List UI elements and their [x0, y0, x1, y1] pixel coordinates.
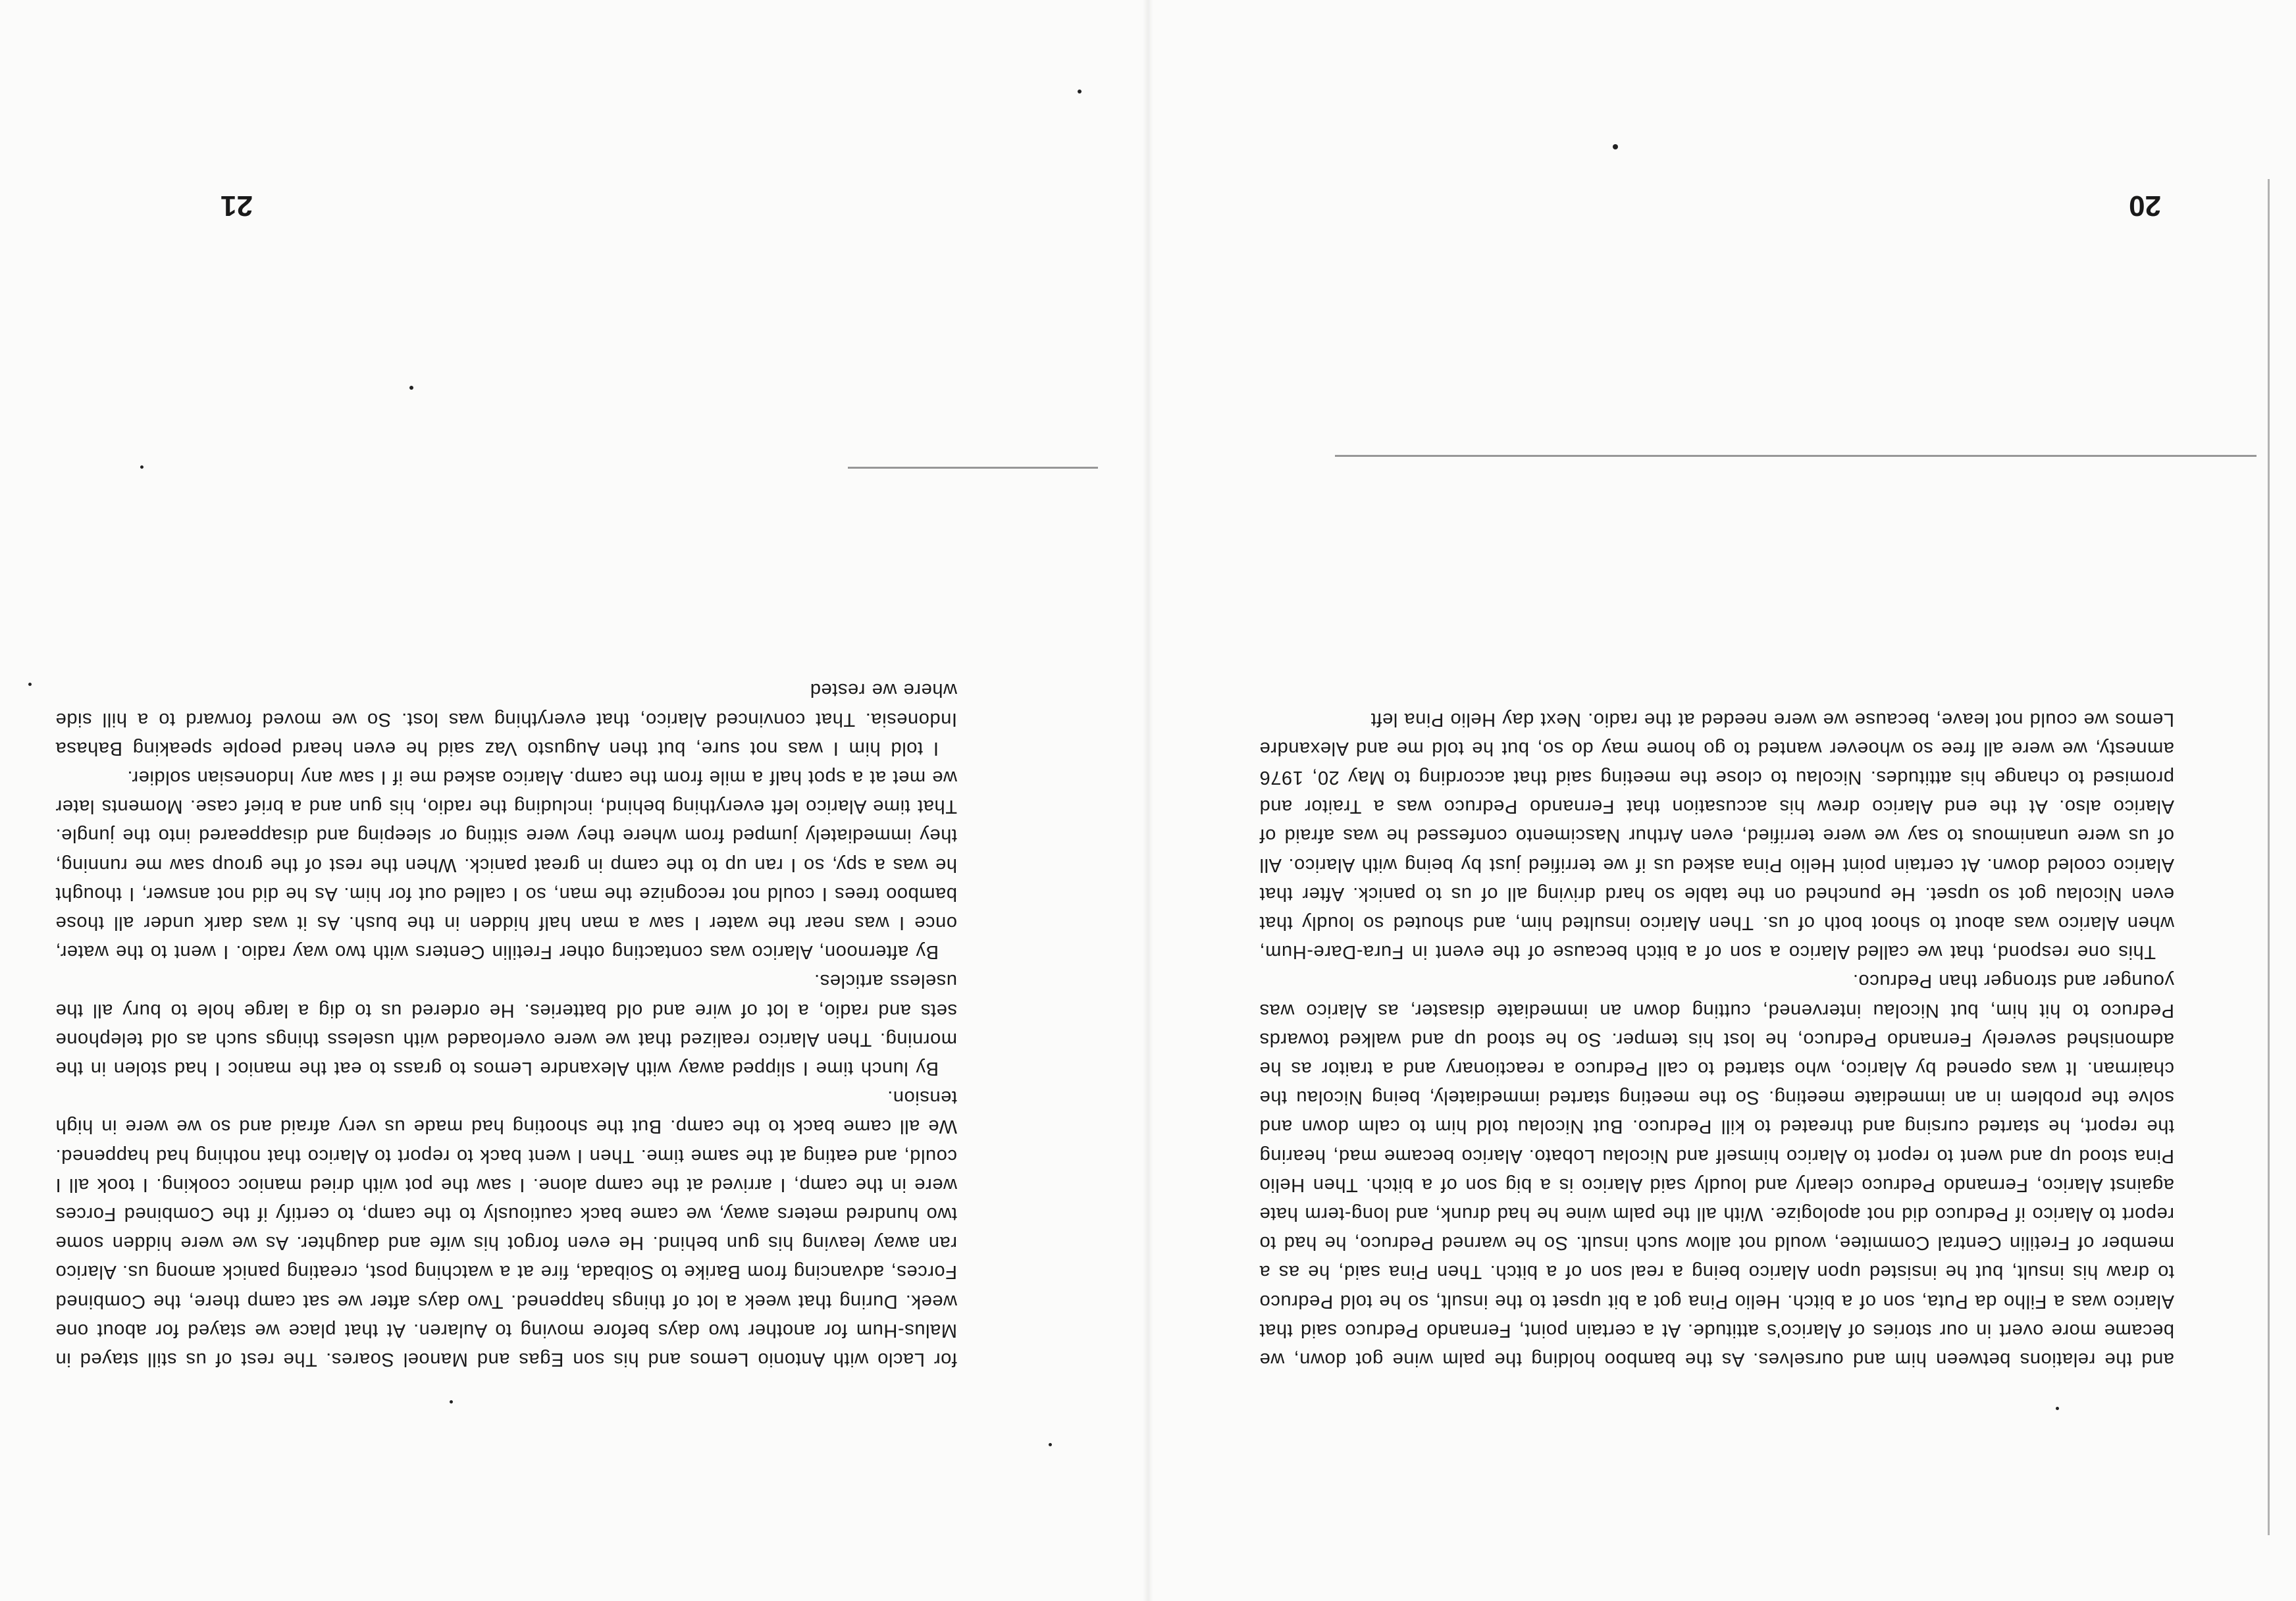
fold-line-left	[1335, 455, 2257, 457]
left-paragraph-2: This one respond, that we called Alarico a son of a bitch because of the event in Fura-Dare-Hum, when Alarico was about to shoot both of us. Then Alarico insulted him, and shouted so loudly that even Nicolau got so upset. He punched on the table so hard driving all of us to panick. After that Alarico cooled down. At certain point Helio Pina asked us if we terrified just by being with Alarico. All of us were unanimous to say we were terrified, even Arthur Nascimento confessed he was afraid of Alarico also. At the end Alarico drew his accusation that Fernando Pedruco was a Traitor and promised to change his attitudes. Nicolau to close the meeting said that according to May 20, 1976 amnesty, we were all free so whoever wanted to go home may do so, but he told me and Alexandre Lemos we could not leave, because we were needed at the radio. Next day Helio Pina left	[1259, 708, 2174, 963]
right-paragraph-3: By afternoon, Alarico was contacting other Fretilin Centers with two way radio. I went to the water, once I was near the water I saw a man half hidden in the bush. As it was dark under all those bamboo trees I could not recognize the man, so I called out for him. As he did not answer, I thought he was a spy, so I ran up to the camp in great panick. When the rest of the group saw me running, they immediately jumped from where they were sitting or sleeping and disappeared into the jungle. That time Alarico left everything behind, including the radio, his gun and a brief case. Moments later we met at a spot half a mile from the camp. Alarico asked me if I saw any Indonesian soldier.	[55, 766, 957, 963]
right-page-number: 21	[221, 190, 253, 222]
scan-speck	[28, 683, 32, 686]
left-page-body	[1259, 704, 2174, 1374]
scan-speck	[140, 465, 144, 469]
fold-line-right	[848, 467, 1098, 469]
right-paragraph-2: By lunch time I slipped away with Alexandre Lemos to grass to eat the manioc I had stolen in the morning. Then Alarico realized that we were overloaded with useless things such as old telephone sets and radio, a lot of wire and old batteries. He ordered us to dig a large hole to bury all the useless articles.	[55, 970, 957, 1079]
left-paragraph-1: and the relations between him and ourselves. As the bamboo holding the palm wine got down, we became more overt in our stories of Alarico's attitude. At a certain point, Fernando Pedruco said that Alarico was a Filho da Puta, son of a bitch. Helio Pina got a bit upset to the insult, so he told Pedruco to draw his insult, but he insisted upon Alarico being a real son of a bitch. Then Pina said, he as a member of Fretilin Central Commitee, would not allow such insult. So he warned Pedruco, he had to report to Alarico if Pedruco did not apologize. With all the palm wine he had drunk, and long-term hate against Alarico, Fernando Pedruco clearly and loudly said Alarico is a big son of a bitch. Then Helio Pina stood up and went to report to Alarico himself and Nicolau Lobato. Alarico became mad, hearing the report, he started cursing and threated to kill Pedruco. But Nicolau told him to calm down and solve the problem in an immediate meeting. So the meeting started immediately, being Nicolau the chairman. It was opened by Alarico, who started to call Pedruco a reactionary and a traitor as he admonished severely Fernando Pedruco, he lost his temper. So he stood up and walked towards Pedruco to hit him, but Nicolau intervened, cutting down an immediate disaster, as Alarico was younger and stronger than Pedruco.	[1259, 970, 2174, 1370]
left-page	[1148, 0, 2296, 1601]
scan-speck	[450, 1400, 453, 1404]
scan-speck	[1613, 144, 1618, 149]
scan-speck	[1078, 90, 1082, 93]
left-page-number: 20	[2129, 190, 2161, 222]
scan-speck	[1049, 1443, 1052, 1446]
right-page-body	[55, 675, 957, 1374]
right-paragraph-1: for Laclo with Antonio Lemos and his son Egas and Manoel Soares. The rest of us still stayed in Malus-Hum for another two days before moving to Aularen. At that place we stayed for about one week. During that week a lot of things happened. Two days after we sat camp there, the Combined Forces, advancing from Barike to Soibada, fire at a watching post, creating panick among us. Alarico ran away leaving his gun behind. He even forgot his wife and daughter. As we were hidden some two hundred meters away, we came back cautiously to the camp, to certify if the Combined Forces were in the camp, I arrived at the camp alone. I saw the pot with dried manioc cooking. I took all I could, and eating at the same time. Then I went back to report to Alarico that nothing had happened. We all came back to the camp. But the shooting had made us very afraid and so we were in high tension.	[55, 1087, 957, 1370]
scan-speck	[2056, 1407, 2059, 1410]
scan-speck	[409, 386, 413, 390]
page-edge-line	[2268, 179, 2270, 1535]
right-paragraph-4: I told him I was not sure, but then Augusto Vaz said he even heard people speaking Bahasa Indonesia. That convinced Alarico, that everything was lost. So we moved forward to a hill side where we rested	[55, 679, 957, 759]
